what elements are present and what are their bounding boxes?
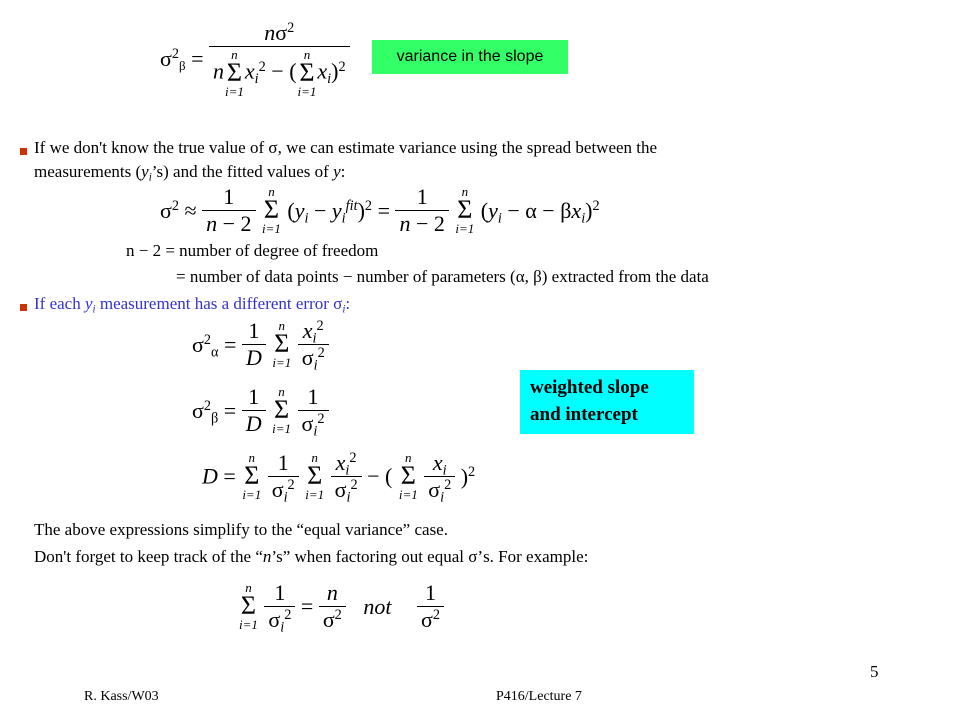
footer-course: P416/Lecture 7: [496, 689, 582, 704]
y-symbol: y: [84, 294, 93, 313]
text: :: [345, 294, 351, 313]
text: :: [340, 162, 346, 181]
label-line: and intercept: [530, 404, 638, 425]
text: , we can estimate variance using the spread between the: [277, 138, 658, 157]
closing-line2: [34, 545, 588, 569]
y-symbol: y: [333, 162, 341, 181]
sigma-symbol: σ: [468, 547, 478, 566]
degrees-of-freedom-line2: = number of data points − number of parameters (α, β) extracted from the data: [176, 267, 709, 286]
footer-author: R. Kass/W03: [84, 689, 159, 704]
equation-determinant-d: D = n Σ i=1 $\frac{1}{\sigma_i^2}$ n Σ i=1 $\frac{x_i^2}{\sigma_i^2}$ − ( n Σ i=1 $\frac{x_i}{\sigma_i^2}$ )$^2$: [202, 449, 476, 506]
equation-variance-intercept: $\sigma^2_\alpha$ = $\frac{1}{D}$ n Σ i=1 $\frac{x_i^2}{\sigma_i^2}$: [192, 318, 329, 371]
equation-weighted-slope-variance: $\sigma^2_\beta$ = $\frac{1}{D}$ n Σ i=1 $\frac{1}{\sigma_i^2}$: [192, 384, 329, 437]
paragraph-unknown-sigma-line2: measurements $(y_i’s)$ and the fitted values of y:: [34, 162, 346, 184]
text: ’s) and the fitted values of: [151, 162, 334, 181]
text: ’s. For example:: [477, 547, 589, 566]
weighted-slope-intercept-label: [520, 370, 694, 434]
n-symbol: n: [262, 547, 272, 566]
paragraph-unknown-sigma: [34, 136, 918, 160]
text: measurement has a different error: [95, 294, 334, 313]
paragraph-different-errors: If each $y_i$ measurement has a different error $\sigma_i$:: [34, 294, 351, 316]
bullet-marker: [20, 304, 27, 311]
text: measurements (: [34, 162, 142, 181]
degrees-of-freedom-line1: n − 2 = number of degree of freedom: [126, 241, 379, 260]
bullet-marker: [20, 148, 27, 155]
text: If we don't know the true value of: [34, 138, 269, 157]
label-line: weighted slope: [530, 377, 649, 398]
text: If each: [34, 294, 85, 313]
equation-example: n Σ i=1 $\frac{1}{\sigma_i^2}$ = $\frac{n}{\sigma^2}$ not $\frac{1}{\sigma^2}$: [238, 580, 444, 633]
y-symbol: y: [141, 162, 149, 181]
closing-line1: The above expressions simplify to the “equal variance” case.: [34, 520, 448, 539]
text: Don't forget to keep track of the “: [34, 547, 263, 566]
page-number: 5: [870, 662, 879, 681]
equation-variance-slope: $\sigma^2_\beta$ = $n\sigma^2$ n n Σ i=1 $x_i^2$ − ( n Σ i=1 $x_i)^2$: [160, 20, 350, 98]
equation-variance-estimate: $\sigma^2$ ≈ $\frac{1}{n - 2}$ n Σ i=1 $(y_i - y_i^{fit})^2$ = $\frac{1}{n - 2}$ n Σ i=1 $(y_i - \alpha - \beta x_i)^2$: [160, 183, 600, 236]
variance-slope-label: variance in the slope: [372, 40, 568, 74]
text: ’s” when factoring out equal: [271, 547, 469, 566]
sigma-symbol: σ: [268, 138, 278, 157]
sigma-symbol: σ: [333, 294, 343, 313]
